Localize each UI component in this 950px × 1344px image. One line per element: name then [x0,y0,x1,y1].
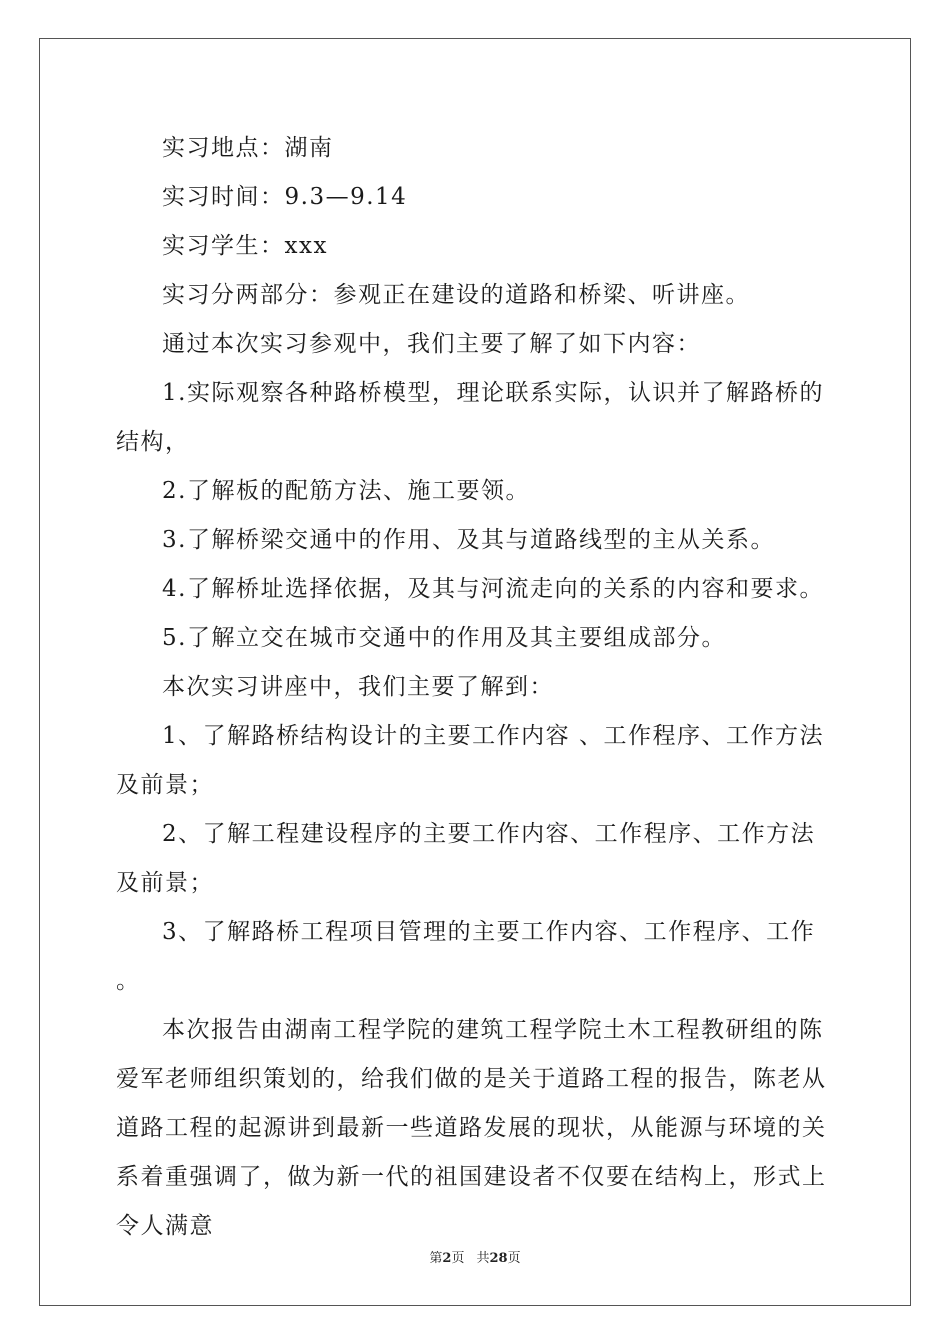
paragraph-student: 实习学生：xxx [162,233,328,259]
total-suffix: 页 [507,1251,521,1266]
paragraph-intro: 通过本次实习参观中，我们主要了解了如下内容： [162,331,701,357]
list-item-lecture-1: 1、了解路桥结构设计的主要工作内容 、工作程序、工作方法及前景； [116,723,824,798]
paragraph-parts: 实习分两部分：参观正在建设的道路和桥梁、听讲座。 [162,282,750,308]
document-body [116,124,836,1251]
page-number: 2 [442,1251,452,1266]
paragraph-location: 实习地点：湖南 [162,135,334,161]
list-item-visit-1: 1.实际观察各种路桥模型，理论联系实际，认识并了解路桥的结构， [116,380,824,455]
paragraph-time: 实习时间：9.3—9.14 [162,184,408,210]
total-pages: 28 [489,1251,508,1266]
list-item-lecture-2: 2、了解工程建设程序的主要工作内容、工作程序、工作方法及前景； [116,821,816,896]
list-item-lecture-3: 3、了解路桥工程项目管理的主要工作内容、工作程序、工作 。 [116,919,816,994]
page-footer [0,1247,950,1266]
list-item-visit-5: 5.了解立交在城市交通中的作用及其主要组成部分。 [162,625,726,651]
list-item-visit-4: 4.了解桥址选择依据，及其与河流走向的关系的内容和要求。 [162,576,824,602]
paragraph-report: 本次报告由湖南工程学院的建筑工程学院土木工程教研组的陈爱军老师组织策划的，给我们做的是关于道路工程的报告，陈老从道路工程的起源讲到最新一些道路发展的现状，从能源与环境的关系着重强调了，做为新一代的祖国建设者不仅要在结构上，形式上令人满意 [116,1017,827,1239]
paragraph-lecture-intro: 本次实习讲座中，我们主要了解到： [162,674,554,700]
list-item-visit-3: 3.了解桥梁交通中的作用、及其与道路线型的主从关系。 [162,527,775,553]
page-prefix: 第 [429,1251,443,1266]
list-item-visit-2: 2.了解板的配筋方法、施工要领。 [162,478,530,504]
total-prefix: 共 [476,1251,490,1266]
page-suffix: 页 [451,1251,465,1266]
